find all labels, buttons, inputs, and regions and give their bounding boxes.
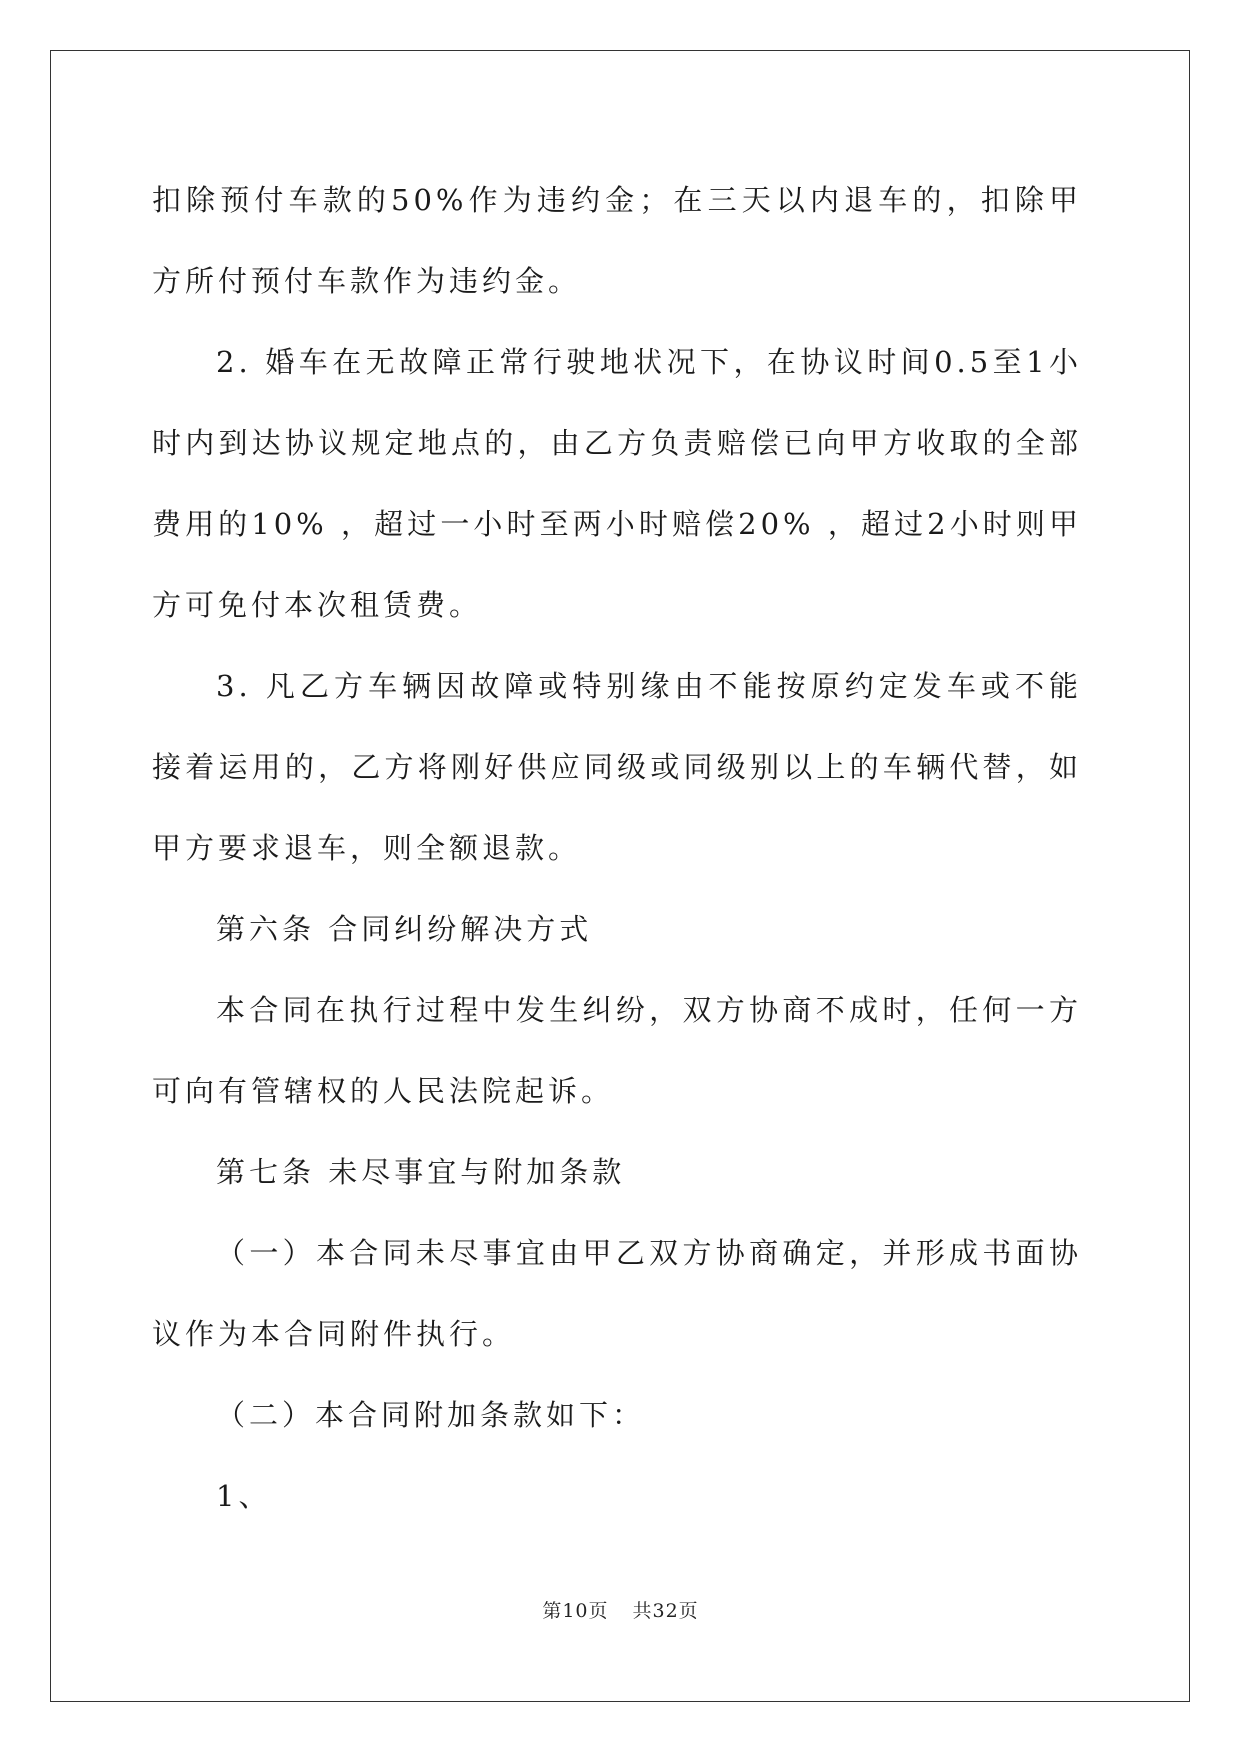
heading-article-6: 第六条 合同纠纷解决方式 [216,912,593,946]
page-number-total: 共32页 [632,1600,699,1622]
paragraph-penalty-continued: 扣除预付车款的50%作为违约金；在三天以内退车的，扣除甲方所付预付车款作为违约金。 [152,183,1082,298]
paragraph-clause-3-vehicle-replacement: 3. 凡乙方车辆因故障或特别缘由不能按原约定发车或不能接着运用的，乙方将刚好供应同级或同级别以上的车辆代替，如甲方要求退车，则全额退款。 [152,669,1082,865]
page-number-current: 第10页 [542,1600,609,1622]
heading-article-7: 第七条 未尽事宜与附加条款 [216,1155,626,1189]
document-body [152,160,1082,1537]
paragraph-clause-2-late-arrival: 2. 婚车在无故障正常行驶地状况下，在协议时间0.5至1小时内到达协议规定地点的，由乙方负责赔偿已向甲方收取的全部费用的10% ，超过一小时至两小时赔偿20% ，超过2小时则甲方可免付本次租赁费。 [152,345,1082,622]
page-footer [0,1596,1241,1623]
paragraph-additional-terms: （二）本合同附加条款如下： [216,1398,646,1432]
paragraph-additional-term-1: 1、 [216,1479,272,1513]
paragraph-unresolved-matters: （一）本合同未尽事宜由甲乙双方协商确定，并形成书面协议作为本合同附件执行。 [152,1236,1082,1351]
paragraph-dispute-resolution: 本合同在执行过程中发生纠纷，双方协商不成时，任何一方可向有管辖权的人民法院起诉。 [152,993,1082,1108]
